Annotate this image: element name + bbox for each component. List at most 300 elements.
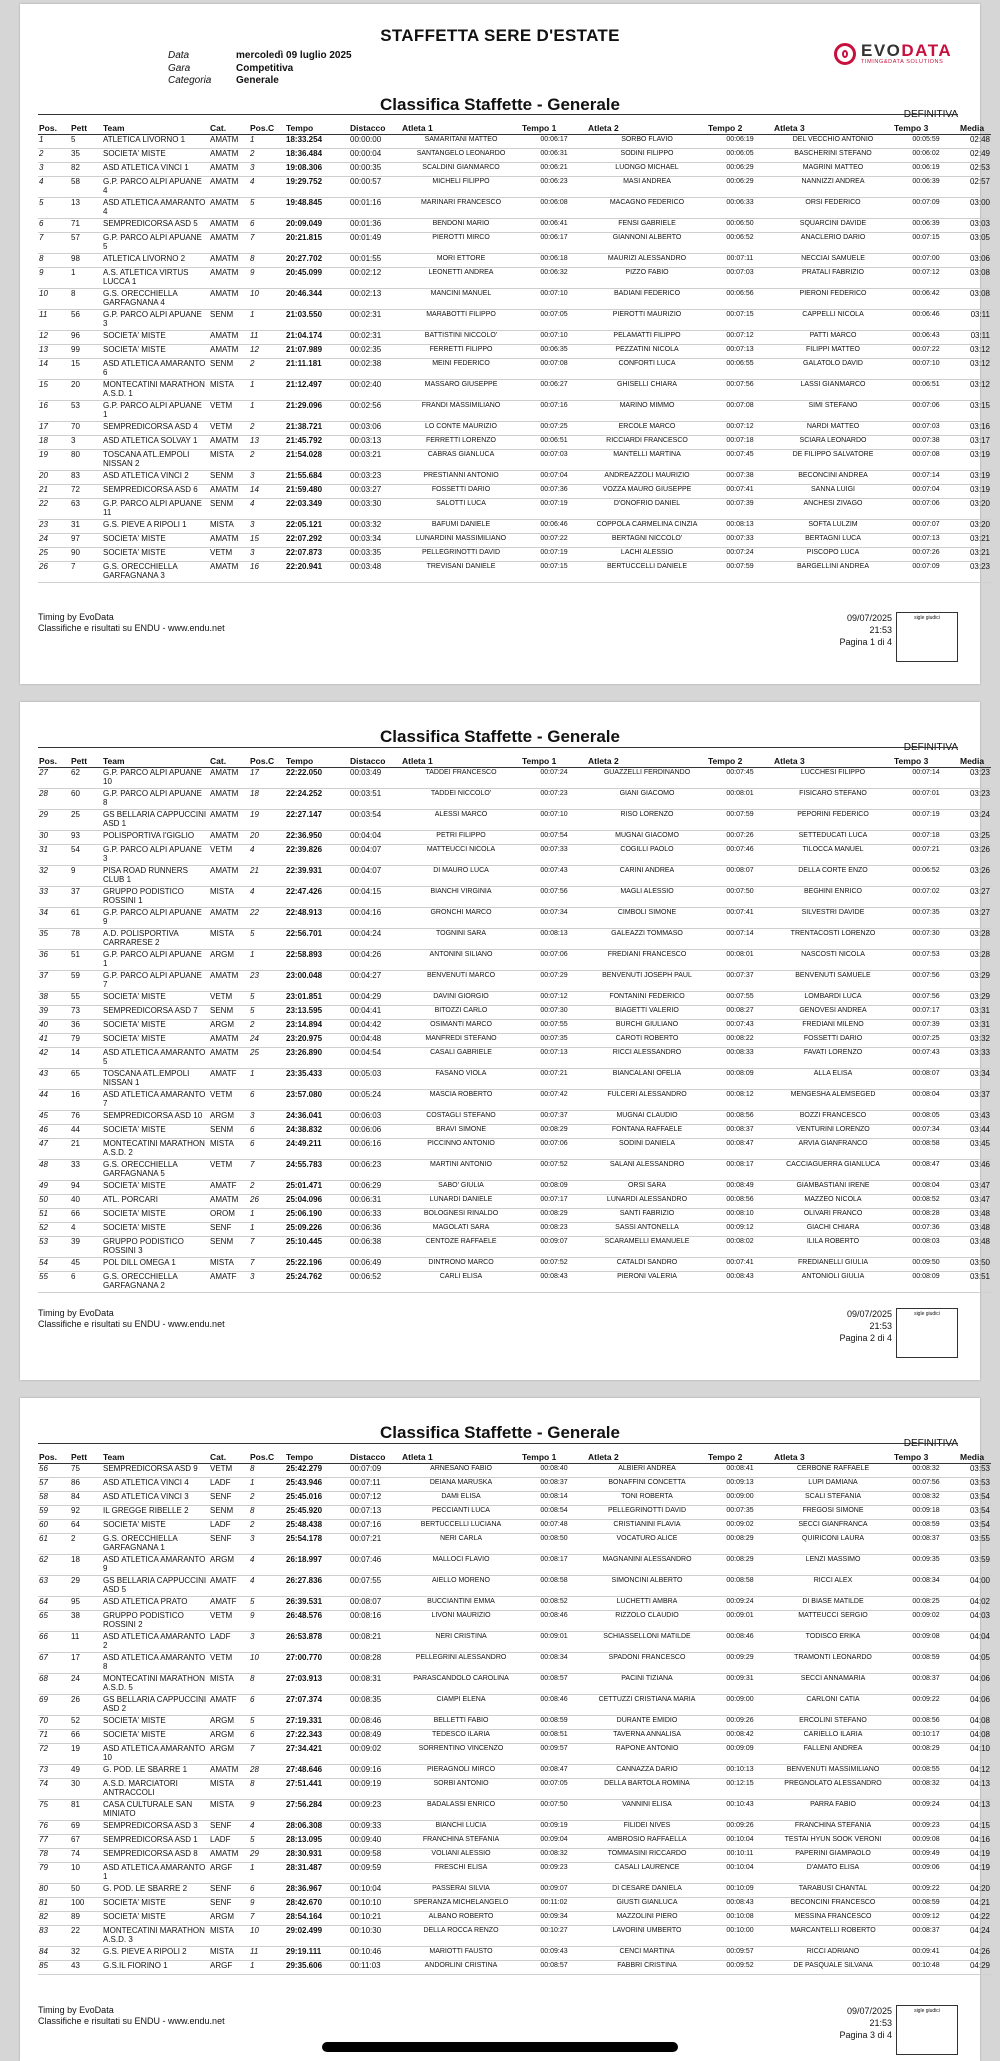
cell-tempo-2: 00:08:17: [707, 1160, 773, 1181]
table-row: [38, 1576, 991, 1597]
cell-atleta-1: BITOZZI CARLO: [401, 1006, 521, 1020]
cell-pos-cat: 2: [249, 1492, 285, 1506]
cell-media: 04:02: [959, 1597, 991, 1611]
cell-atleta-3: CARLONI CATIA: [773, 1695, 893, 1716]
cell-distacco: 00:05:03: [349, 1069, 401, 1090]
cell-pett: 13: [70, 198, 102, 219]
timing-credit: Timing by EvoData: [38, 1308, 114, 1318]
page-number: Pagina 1 di 4: [839, 637, 892, 647]
table-row: [38, 1611, 991, 1632]
cell-team: G.P. PARCO ALPI APUANE 8: [102, 789, 209, 810]
cell-media: 04:19: [959, 1849, 991, 1863]
table-row: [38, 887, 991, 908]
cell-tempo-3: 00:08:52: [893, 1195, 959, 1209]
results-link-text: Classifiche e risultati su ENDU - www.endu.net: [38, 623, 225, 633]
cell-pett: 36: [70, 1020, 102, 1034]
table-row: [38, 1863, 991, 1884]
cell-team: G.P. PARCO ALPI APUANE 7: [102, 971, 209, 992]
cell-atleta-2: RICCIARDI FRANCESCO: [587, 436, 707, 450]
judges-box-label: sigle giudici: [914, 2008, 940, 2014]
cell-distacco: 00:02:38: [349, 359, 401, 380]
cell-tempo-2: 00:08:01: [707, 950, 773, 971]
cell-tempo-1: 00:07:10: [521, 289, 587, 310]
cell-team: TOSCANA ATL.EMPOLI NISSAN 2: [102, 450, 209, 471]
cell-cat: AMATM: [209, 177, 249, 198]
cell-tempo: 23:14.894: [285, 1020, 349, 1034]
cell-pos-cat: 4: [249, 499, 285, 520]
cell-tempo-1: 00:06:08: [521, 198, 587, 219]
cell-tempo-2: 00:10:11: [707, 1849, 773, 1863]
cell-atleta-2: PIZZO FABIO: [587, 268, 707, 289]
cell-atleta-2: AMBROSIO RAFFAELLA: [587, 1835, 707, 1849]
cell-tempo-1: 00:07:06: [521, 1139, 587, 1160]
cell-tempo-2: 00:07:12: [707, 331, 773, 345]
cell-atleta-1: TADDEI NICCOLO': [401, 789, 521, 810]
cell-tempo-1: 00:07:29: [521, 971, 587, 992]
cell-atleta-2: D'ONOFRIO DANIEL: [587, 499, 707, 520]
cell-atleta-3: TRAMONTI LEONARDO: [773, 1653, 893, 1674]
cell-pos: 45: [38, 1111, 70, 1125]
cell-atleta-1: GRONCHI MARCO: [401, 908, 521, 929]
cell-tempo: 22:56.701: [285, 929, 349, 950]
column-header-pos-cat: Pos.C: [249, 755, 285, 768]
cell-distacco: 00:06:16: [349, 1139, 401, 1160]
cell-atleta-2: SIMONCINI ALBERTO: [587, 1576, 707, 1597]
cell-tempo-1: 00:07:55: [521, 1020, 587, 1034]
cell-tempo-2: 00:07:41: [707, 908, 773, 929]
cell-tempo-2: 00:07:08: [707, 401, 773, 422]
cell-tempo-1: 00:07:48: [521, 1520, 587, 1534]
cell-tempo-1: 00:08:54: [521, 1506, 587, 1520]
cell-cat: MISTA: [209, 1139, 249, 1160]
table-row: [38, 1821, 991, 1835]
cell-tempo-2: 00:07:12: [707, 422, 773, 436]
cell-cat: ARGM: [209, 950, 249, 971]
cell-atleta-1: MANFREDI STEFANO: [401, 1034, 521, 1048]
cell-pos-cat: 5: [249, 992, 285, 1006]
column-header-tempo-2: Tempo 2: [707, 755, 773, 768]
cell-team: G.S.IL FIORINO 1: [102, 1961, 209, 1975]
cell-atleta-1: SORRENTINO VINCENZO: [401, 1744, 521, 1765]
column-header-pos-cat: Pos.C: [249, 1451, 285, 1464]
table-row: [38, 908, 991, 929]
table-row: [38, 831, 991, 845]
cell-media: 03:23: [959, 562, 991, 583]
cell-pos: 29: [38, 810, 70, 831]
cell-media: 04:06: [959, 1695, 991, 1716]
cell-team: SOCIETA' MISTE: [102, 1223, 209, 1237]
cell-tempo: 22:27.147: [285, 810, 349, 831]
cell-tempo: 28:30.931: [285, 1849, 349, 1863]
cell-atleta-2: GALEAZZI TOMMASO: [587, 929, 707, 950]
cell-tempo: 21:07.989: [285, 345, 349, 359]
cell-atleta-3: DELLA CORTE ENZO: [773, 866, 893, 887]
cell-atleta-1: MARINARI FRANCESCO: [401, 198, 521, 219]
cell-team: SOCIETA' MISTE: [102, 534, 209, 548]
cell-atleta-1: ANDORLINI CRISTINA: [401, 1961, 521, 1975]
cell-atleta-2: CARINI ANDREA: [587, 866, 707, 887]
cell-media: 03:19: [959, 485, 991, 499]
cell-tempo-3: 00:06:42: [893, 289, 959, 310]
cell-pos-cat: 8: [249, 1464, 285, 1478]
cell-pos: 60: [38, 1520, 70, 1534]
cell-cat: VETM: [209, 845, 249, 866]
cell-pos: 15: [38, 380, 70, 401]
cell-pos: 43: [38, 1069, 70, 1090]
cell-tempo: 27:19.331: [285, 1716, 349, 1730]
cell-distacco: 00:04:04: [349, 831, 401, 845]
cell-atleta-3: CERBONE RAFFAELE: [773, 1464, 893, 1478]
cell-team: POLISPORTIVA I'GIGLIO: [102, 831, 209, 845]
cell-tempo: 20:46.344: [285, 289, 349, 310]
cell-tempo: 28:06.308: [285, 1821, 349, 1835]
cell-atleta-2: ANDREAZZOLI MAURIZIO: [587, 471, 707, 485]
cell-team: ASD ATLETICA AMARANTO 2: [102, 1632, 209, 1653]
cell-cat: AMATM: [209, 233, 249, 254]
cell-pos-cat: 13: [249, 436, 285, 450]
cell-team: SEMPREDICORSA ASD 1: [102, 1835, 209, 1849]
table-row: [38, 1139, 991, 1160]
cell-tempo-3: 00:07:34: [893, 1125, 959, 1139]
cell-cat: OROM: [209, 1209, 249, 1223]
results-page-1: [20, 4, 990, 684]
cell-distacco: 00:03:30: [349, 499, 401, 520]
cell-media: 03:51: [959, 1272, 991, 1293]
cell-pos: 51: [38, 1209, 70, 1223]
cell-pett: 54: [70, 845, 102, 866]
cell-atleta-3: MAZZEO NICOLA: [773, 1195, 893, 1209]
cell-media: 03:37: [959, 1090, 991, 1111]
cell-pos-cat: 6: [249, 1730, 285, 1744]
cell-atleta-1: BENDONI MARIO: [401, 219, 521, 233]
table-row: [38, 1090, 991, 1111]
cell-tempo-3: 00:07:09: [893, 562, 959, 583]
cell-atleta-1: DAVINI GIORGIO: [401, 992, 521, 1006]
judges-signature-box: [896, 1308, 958, 1358]
cell-tempo-3: 00:10:17: [893, 1730, 959, 1744]
cell-cat: AMATM: [209, 436, 249, 450]
cell-pett: 9: [70, 866, 102, 887]
cell-atleta-2: FULCERI ALESSANDRO: [587, 1090, 707, 1111]
cell-distacco: 00:05:24: [349, 1090, 401, 1111]
cell-pos: 28: [38, 789, 70, 810]
cell-team: ASD ATLETICA AMARANTO 4: [102, 198, 209, 219]
cell-atleta-1: PIERAGNOLI MIRCO: [401, 1765, 521, 1779]
column-header-tempo-3: Tempo 3: [893, 1451, 959, 1464]
cell-pos: 19: [38, 450, 70, 471]
cell-tempo-3: 00:09:06: [893, 1863, 959, 1884]
cell-atleta-3: OLIVARI FRANCO: [773, 1209, 893, 1223]
cell-pos: 13: [38, 345, 70, 359]
cell-pos: 17: [38, 422, 70, 436]
page-number: Pagina 3 di 4: [839, 2030, 892, 2040]
cell-atleta-3: ANACLERIO DARIO: [773, 233, 893, 254]
cell-tempo: 24:49.211: [285, 1139, 349, 1160]
cell-cat: ARGM: [209, 1730, 249, 1744]
cell-team: SOCIETA' MISTE: [102, 1898, 209, 1912]
cell-cat: SENM: [209, 1125, 249, 1139]
cell-pos-cat: 10: [249, 1653, 285, 1674]
cell-media: 03:23: [959, 789, 991, 810]
cell-media: 03:19: [959, 471, 991, 485]
cell-team: G.S. PIEVE A RIPOLI 2: [102, 1947, 209, 1961]
cell-cat: AMATM: [209, 831, 249, 845]
cell-cat: VETM: [209, 1464, 249, 1478]
cell-pos-cat: 9: [249, 1611, 285, 1632]
cell-atleta-3: SOFTA LULZIM: [773, 520, 893, 534]
cell-atleta-1: BRAVI SIMONE: [401, 1125, 521, 1139]
cell-tempo-3: 00:09:02: [893, 1611, 959, 1632]
cell-tempo: 22:07.873: [285, 548, 349, 562]
cell-tempo-3: 00:06:39: [893, 177, 959, 198]
cell-media: 04:29: [959, 1961, 991, 1975]
cell-pos-cat: 5: [249, 198, 285, 219]
cell-tempo-1: 00:07:42: [521, 1090, 587, 1111]
cell-pos-cat: 7: [249, 1912, 285, 1926]
cell-tempo-3: 00:08:25: [893, 1597, 959, 1611]
cell-pos: 50: [38, 1195, 70, 1209]
table-row: [38, 219, 991, 233]
cell-distacco: 00:03:21: [349, 450, 401, 471]
cell-pett: 32: [70, 1947, 102, 1961]
cell-tempo-1: 00:08:14: [521, 1492, 587, 1506]
cell-tempo-1: 00:07:15: [521, 562, 587, 583]
cell-pos: 3: [38, 163, 70, 177]
cell-media: 03:16: [959, 422, 991, 436]
table-row: [38, 1125, 991, 1139]
cell-media: 04:00: [959, 1576, 991, 1597]
cell-tempo-3: 00:08:37: [893, 1926, 959, 1947]
cell-tempo: 27:51.441: [285, 1779, 349, 1800]
cell-tempo-3: 00:10:48: [893, 1961, 959, 1975]
cell-media: 03:48: [959, 1209, 991, 1223]
cell-media: 03:47: [959, 1181, 991, 1195]
cell-distacco: 00:10:10: [349, 1898, 401, 1912]
cell-tempo-2: 00:07:56: [707, 380, 773, 401]
cell-pos: 35: [38, 929, 70, 950]
table-row: [38, 1237, 991, 1258]
cell-team: SEMPREDICORSA ASD 4: [102, 422, 209, 436]
cell-atleta-1: CABRAS GIANLUCA: [401, 450, 521, 471]
column-header-atleta-3: Atleta 3: [773, 122, 893, 135]
cell-media: 03:27: [959, 908, 991, 929]
cell-atleta-2: VANNINI ELISA: [587, 1800, 707, 1821]
cell-distacco: 00:09:33: [349, 1821, 401, 1835]
cell-atleta-1: PETRI FILIPPO: [401, 831, 521, 845]
cell-pos-cat: 16: [249, 562, 285, 583]
cell-media: 03:15: [959, 401, 991, 422]
cell-atleta-3: PREGNOLATO ALESSANDRO: [773, 1779, 893, 1800]
cell-tempo-2: 00:09:26: [707, 1716, 773, 1730]
cell-pett: 17: [70, 1653, 102, 1674]
cell-pos: 75: [38, 1800, 70, 1821]
cell-team: G.P. PARCO ALPI APUANE 1: [102, 950, 209, 971]
cell-team: G.P. PARCO ALPI APUANE 5: [102, 233, 209, 254]
cell-pett: 11: [70, 1632, 102, 1653]
cell-tempo-1: 00:09:19: [521, 1821, 587, 1835]
cell-atleta-1: NERI CARLA: [401, 1534, 521, 1555]
cell-atleta-3: TESTAI HYUN SOOK VERONI: [773, 1835, 893, 1849]
cell-atleta-3: LUCCHESI FILIPPO: [773, 768, 893, 789]
cell-atleta-2: TONI ROBERTA: [587, 1492, 707, 1506]
cell-tempo: 26:18.997: [285, 1555, 349, 1576]
cell-distacco: 00:10:21: [349, 1912, 401, 1926]
cell-tempo-2: 00:10:04: [707, 1863, 773, 1884]
cell-tempo-3: 00:07:56: [893, 1478, 959, 1492]
cell-team: ASD ATLETICA VINCI 2: [102, 471, 209, 485]
categoria-label: Categoria: [168, 75, 212, 86]
cell-atleta-2: SCHIASSELLONI MATILDE: [587, 1632, 707, 1653]
title-rule: [38, 1443, 958, 1444]
cell-tempo-1: 00:08:59: [521, 1716, 587, 1730]
cell-distacco: 00:08:31: [349, 1674, 401, 1695]
cell-atleta-1: SCALDINI GIANMARCO: [401, 163, 521, 177]
cell-atleta-2: BURCHI GIULIANO: [587, 1020, 707, 1034]
cell-tempo-1: 00:06:41: [521, 219, 587, 233]
cell-media: 04:12: [959, 1765, 991, 1779]
cell-pos: 44: [38, 1090, 70, 1111]
column-header-pos: Pos.: [38, 755, 70, 768]
cell-pos: 82: [38, 1912, 70, 1926]
cell-tempo-3: 00:07:56: [893, 992, 959, 1006]
table-row: [38, 268, 991, 289]
cell-atleta-3: BENVENUTI SAMUELE: [773, 971, 893, 992]
cell-tempo-2: 00:07:59: [707, 810, 773, 831]
cell-tempo-1: 00:06:51: [521, 436, 587, 450]
cell-atleta-1: BUCCIANTINI EMMA: [401, 1597, 521, 1611]
cell-pett: 74: [70, 1849, 102, 1863]
cell-pos: 20: [38, 471, 70, 485]
column-header-pett: Pett: [70, 755, 102, 768]
cell-atleta-2: MAGLI ALESSIO: [587, 887, 707, 908]
cell-tempo: 21:29.096: [285, 401, 349, 422]
cell-atleta-1: FOSSETTI DARIO: [401, 485, 521, 499]
cell-pett: 15: [70, 359, 102, 380]
cell-team: G.P. PARCO ALPI APUANE 10: [102, 768, 209, 789]
cell-tempo-2: 00:08:49: [707, 1181, 773, 1195]
cell-distacco: 00:00:35: [349, 163, 401, 177]
cell-team: A.S.D. MARCIATORI ANTRACCOLI: [102, 1779, 209, 1800]
cell-tempo-3: 00:06:43: [893, 331, 959, 345]
cell-tempo-1: 00:07:22: [521, 534, 587, 548]
cell-tempo-2: 00:08:12: [707, 1090, 773, 1111]
cell-media: 03:05: [959, 233, 991, 254]
timing-credit: Timing by EvoData: [38, 612, 114, 622]
cell-tempo-2: 00:06:05: [707, 149, 773, 163]
cell-tempo: 20:09.049: [285, 219, 349, 233]
cell-pos: 33: [38, 887, 70, 908]
cell-atleta-3: NASCOSTI NICOLA: [773, 950, 893, 971]
cell-atleta-1: CIAMPI ELENA: [401, 1695, 521, 1716]
cell-cat: AMATM: [209, 345, 249, 359]
cell-distacco: 00:00:00: [349, 135, 401, 149]
cell-atleta-1: DI MAURO LUCA: [401, 866, 521, 887]
cell-cat: MISTA: [209, 1258, 249, 1272]
cell-tempo-1: 00:06:17: [521, 233, 587, 254]
table-row: [38, 1258, 991, 1272]
cell-pett: 8: [70, 289, 102, 310]
column-header-distacco: Distacco: [349, 122, 401, 135]
cell-tempo-1: 00:07:35: [521, 1034, 587, 1048]
cell-tempo: 27:34.421: [285, 1744, 349, 1765]
cell-media: 04:15: [959, 1821, 991, 1835]
cell-tempo-2: 00:08:37: [707, 1125, 773, 1139]
cell-tempo-3: 00:08:09: [893, 1272, 959, 1293]
cell-distacco: 00:06:52: [349, 1272, 401, 1293]
cell-cat: AMATM: [209, 219, 249, 233]
cell-atleta-2: CRISTIANINI FLAVIA: [587, 1520, 707, 1534]
cell-media: 03:19: [959, 450, 991, 471]
cell-atleta-3: TILOCCA MANUEL: [773, 845, 893, 866]
cell-distacco: 00:04:27: [349, 971, 401, 992]
cell-pett: 45: [70, 1258, 102, 1272]
cell-pos-cat: 10: [249, 1926, 285, 1947]
cell-atleta-3: ERCOLINI STEFANO: [773, 1716, 893, 1730]
cell-pett: 95: [70, 1597, 102, 1611]
cell-atleta-3: VENTURINI LORENZO: [773, 1125, 893, 1139]
table-row: [38, 198, 991, 219]
cell-distacco: 00:02:56: [349, 401, 401, 422]
cell-atleta-1: SPERANZA MICHELANGELO: [401, 1898, 521, 1912]
cell-tempo-1: 00:08:46: [521, 1695, 587, 1716]
cell-pett: 18: [70, 1555, 102, 1576]
cell-tempo-3: 00:09:49: [893, 1849, 959, 1863]
cell-pett: 94: [70, 1181, 102, 1195]
table-row: [38, 310, 991, 331]
cell-atleta-3: BASCHERINI STEFANO: [773, 149, 893, 163]
cell-tempo-2: 00:08:27: [707, 1006, 773, 1020]
cell-atleta-3: FILIPPI MATTEO: [773, 345, 893, 359]
cell-cat: ARGM: [209, 1716, 249, 1730]
cell-atleta-2: ALBIERI ANDREA: [587, 1464, 707, 1478]
cell-tempo-1: 00:09:04: [521, 1835, 587, 1849]
cell-tempo-2: 00:08:42: [707, 1730, 773, 1744]
cell-pos-cat: 19: [249, 810, 285, 831]
cell-tempo-1: 00:08:13: [521, 929, 587, 950]
cell-pos-cat: 7: [249, 1160, 285, 1181]
cell-cat: AMATM: [209, 971, 249, 992]
cell-tempo-1: 00:07:54: [521, 831, 587, 845]
column-header-cat: Cat.: [209, 1451, 249, 1464]
cell-tempo: 25:43.946: [285, 1478, 349, 1492]
cell-pos: 66: [38, 1632, 70, 1653]
cell-pett: 16: [70, 1090, 102, 1111]
cell-pett: 29: [70, 1576, 102, 1597]
cell-media: 03:43: [959, 1111, 991, 1125]
cell-tempo-2: 00:06:19: [707, 135, 773, 149]
cell-tempo-1: 00:09:34: [521, 1912, 587, 1926]
cell-pos: 72: [38, 1744, 70, 1765]
cell-distacco: 00:09:40: [349, 1835, 401, 1849]
cell-cat: AMATF: [209, 1597, 249, 1611]
cell-cat: SENM: [209, 359, 249, 380]
cell-tempo: 21:59.480: [285, 485, 349, 499]
cell-pos: 54: [38, 1258, 70, 1272]
home-indicator[interactable]: [322, 2042, 678, 2052]
cell-cat: ARGM: [209, 1020, 249, 1034]
cell-distacco: 00:08:07: [349, 1597, 401, 1611]
cell-tempo: 18:36.484: [285, 149, 349, 163]
cell-tempo-2: 00:06:56: [707, 289, 773, 310]
cell-atleta-1: DINTRONO MARCO: [401, 1258, 521, 1272]
cell-pett: 56: [70, 310, 102, 331]
cell-pos: 80: [38, 1884, 70, 1898]
cell-tempo-1: 00:07:13: [521, 1048, 587, 1069]
cell-tempo-1: 00:06:32: [521, 268, 587, 289]
cell-team: ASD ATLETICA AMARANTO 8: [102, 1653, 209, 1674]
cell-tempo: 21:12.497: [285, 380, 349, 401]
cell-tempo-1: 00:07:50: [521, 1800, 587, 1821]
